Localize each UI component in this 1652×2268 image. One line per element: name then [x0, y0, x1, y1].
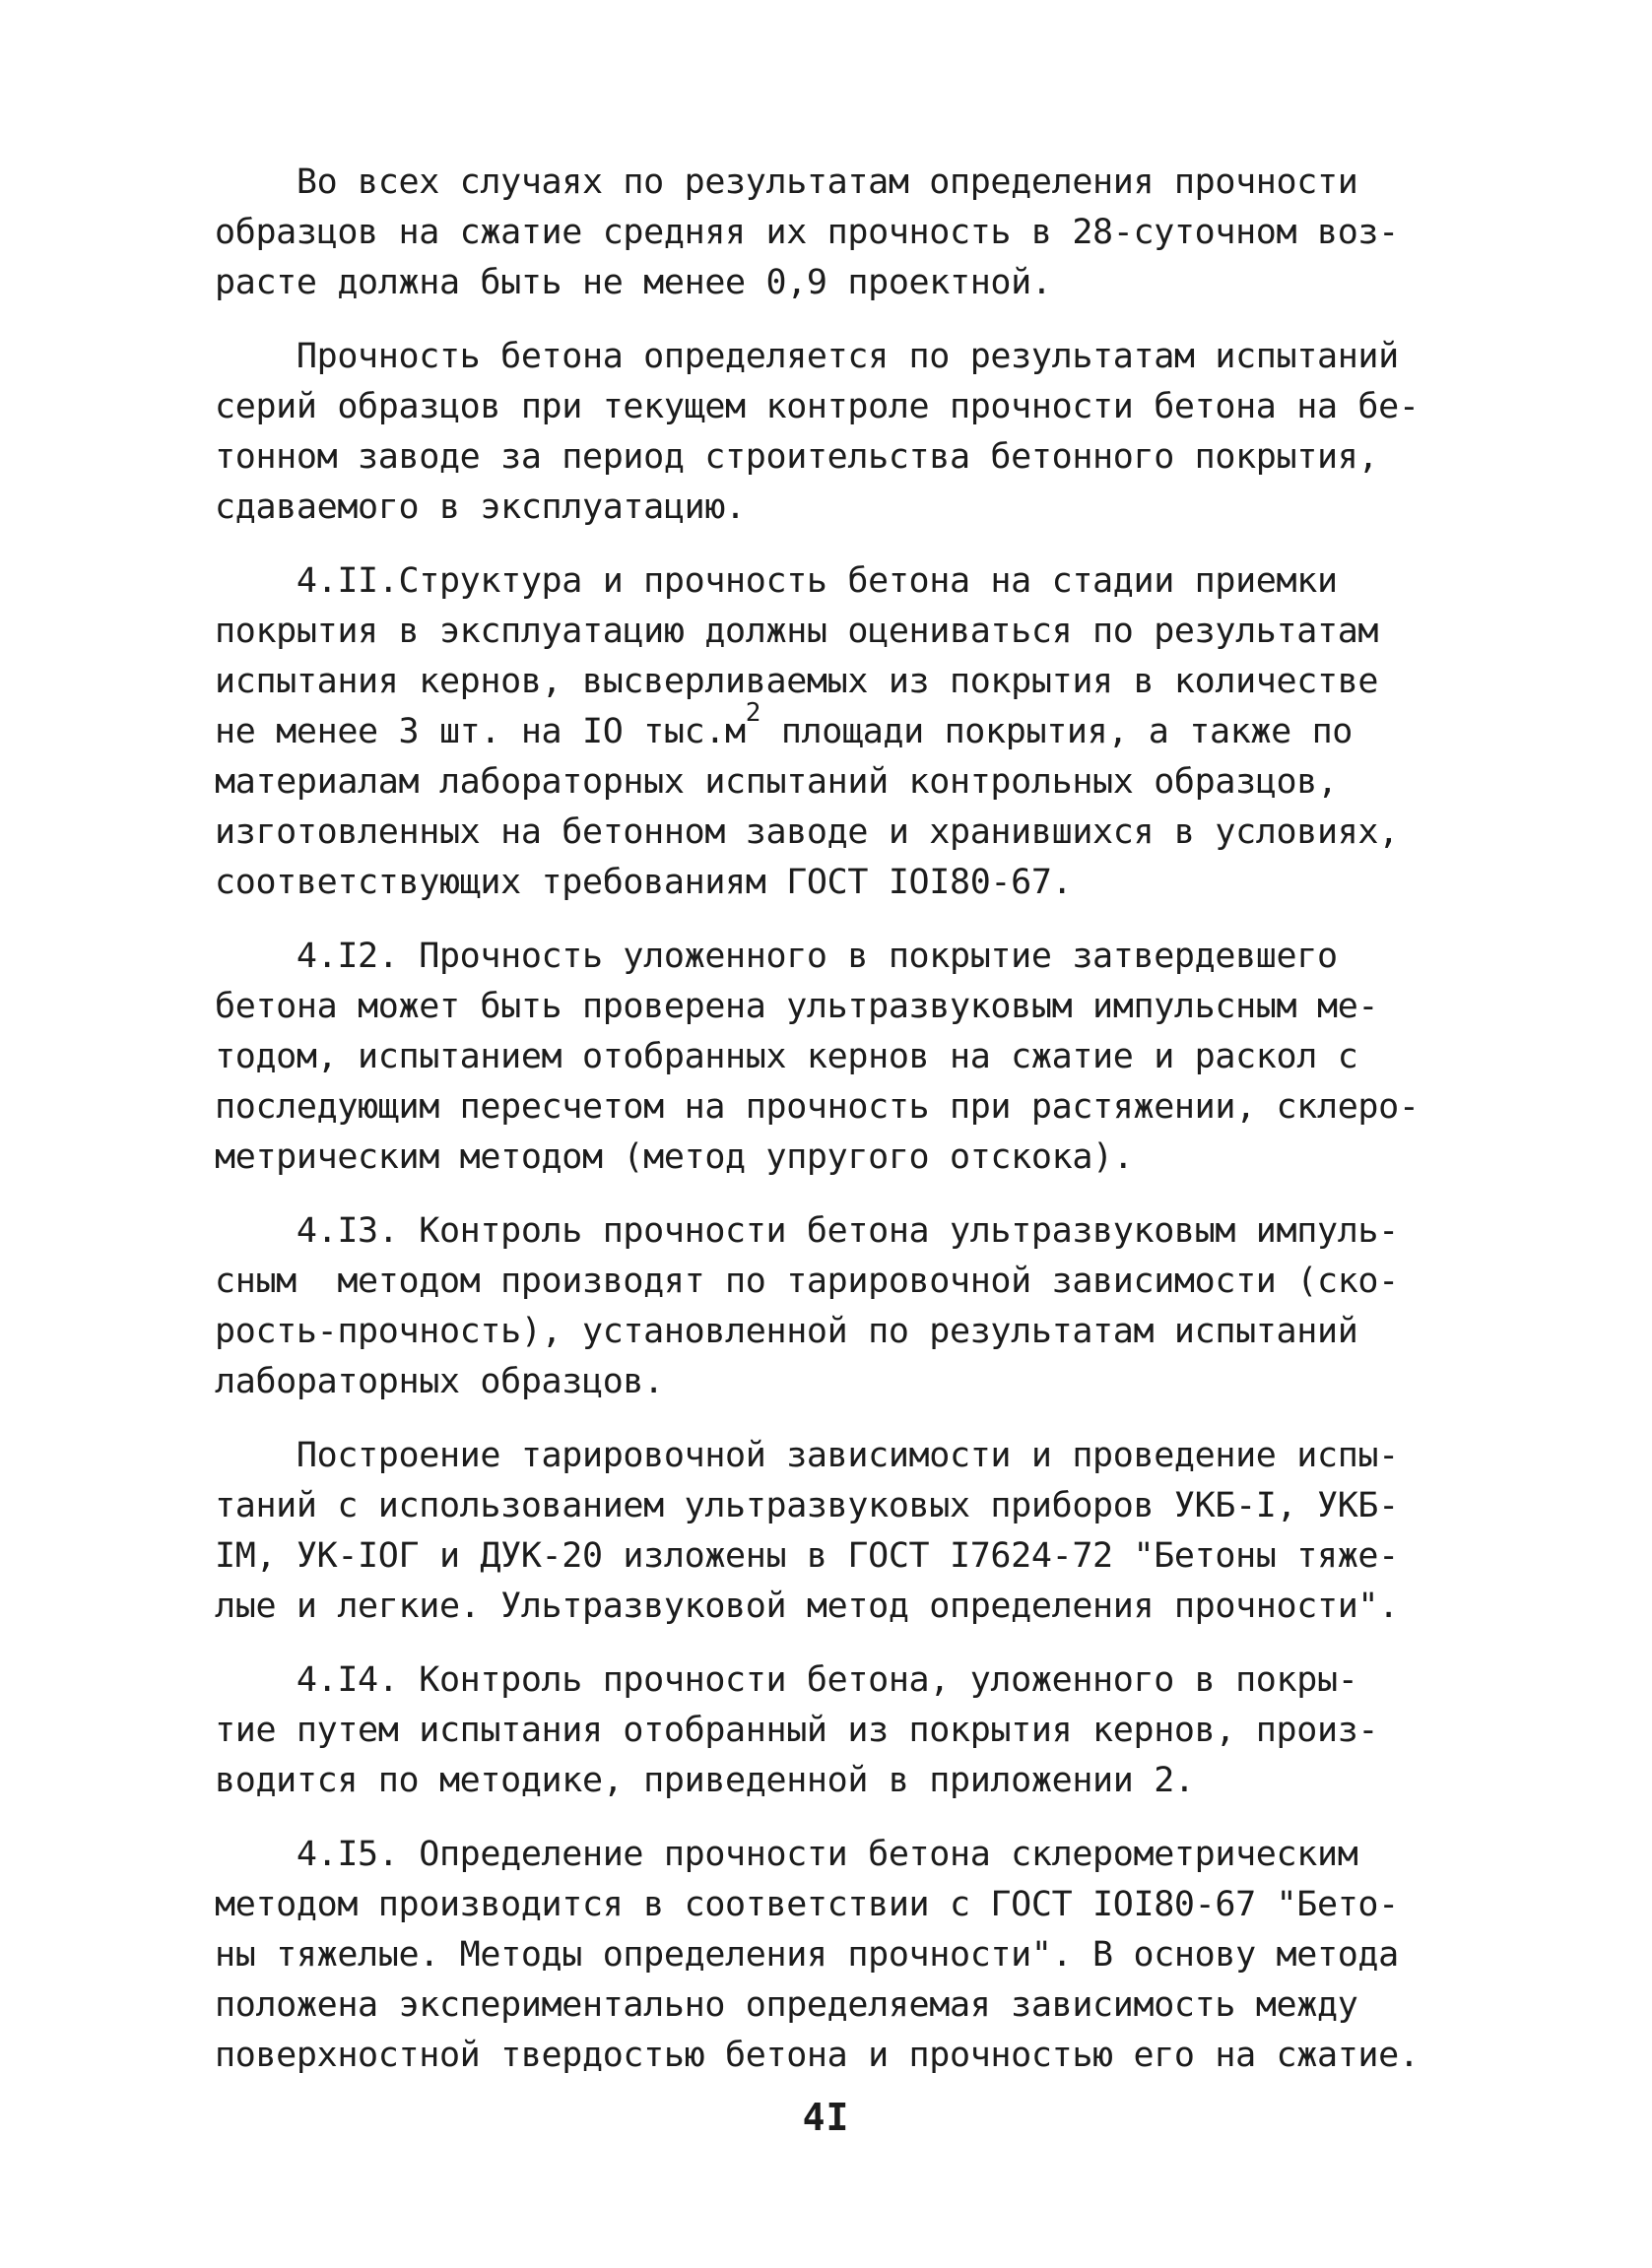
text-line: таний с использованием ультразвуковых приборов УКБ-I, УКБ-	[215, 1486, 1399, 1525]
text-line: 4.II.Структура и прочность бетона на стадии приемки	[215, 561, 1338, 601]
text-line-end: площади покрытия, а также по	[760, 712, 1354, 751]
text-line: ны тяжелые. Методы определения прочности". В основу метода	[215, 1935, 1399, 1975]
text-line: 4.I5. Определение прочности бетона склерометрическим	[215, 1835, 1358, 1874]
text-line: рость-прочность), установленной по результатам испытаний	[215, 1312, 1358, 1351]
text-line: изготовленных на бетонном заводе и хранившихся в условиях,	[215, 812, 1399, 852]
text-line: расте должна быть не менее 0,9 проектной.	[215, 263, 1052, 302]
body-text	[215, 158, 1456, 2105]
paragraph-1	[215, 158, 1456, 308]
text-line: Прочность бетона определяется по результатам испытаний	[215, 337, 1399, 376]
paragraph-calibration	[215, 1431, 1456, 1632]
text-line: покрытия в эксплуатацию должны оцениваться по результатам	[215, 612, 1379, 651]
text-line: тодом, испытанием отобранных кернов на сжатие и раскол с	[215, 1037, 1358, 1076]
text-line: последующим пересчетом на прочность при растяжении, склеро-	[215, 1087, 1420, 1127]
text-line: серий образцов при текущем контроле прочности бетона на бе-	[215, 387, 1420, 426]
text-line-start: не менее 3 шт. на IO тыс.м	[215, 712, 746, 751]
text-line: сдаваемого в эксплуатацию.	[215, 487, 746, 527]
text-line: IМ, УК-IOГ и ДУК-20 изложены в ГОСТ I7624-72 "Бетоны тяже-	[215, 1536, 1399, 1576]
paragraph-4-15	[215, 1830, 1456, 2081]
text-line: лые и легкие. Ультразвуковой метод определения прочности".	[215, 1587, 1399, 1626]
text-line: образцов на сжатие средняя их прочность в 28-суточном воз-	[215, 213, 1399, 252]
text-line: методом производится в соответствии с ГОСТ IOI80-67 "Бето-	[215, 1885, 1399, 1924]
text-line: соответствующих требованиям ГОСТ IOI80-67.	[215, 863, 1073, 902]
superscript-exponent: 2	[745, 698, 761, 728]
text-line-with-superscript	[215, 698, 1456, 757]
text-line: тие путем испытания отобранный из покрытия кернов, произ-	[215, 1711, 1379, 1750]
text-line: Построение тарировочной зависимости и проведение испы-	[215, 1436, 1399, 1475]
paragraph-4-13	[215, 1206, 1456, 1407]
text-line: лабораторных образцов.	[215, 1362, 664, 1401]
text-line: материалам лабораторных испытаний контрольных образцов,	[215, 762, 1338, 802]
text-line: 4.I4. Контроль прочности бетона, уложенного в покры-	[215, 1660, 1358, 1700]
text-line: испытания кернов, высверливаемых из покрытия в количестве	[215, 662, 1379, 701]
text-line: метрическим методом (метод упругого отскока).	[215, 1137, 1134, 1177]
text-line: тонном заводе за период строительства бетонного покрытия,	[215, 437, 1379, 477]
paragraph-2	[215, 332, 1456, 533]
text-line: бетона может быть проверена ультразвуковым импульсным ме-	[215, 987, 1379, 1026]
paragraph-4-14	[215, 1655, 1456, 1806]
text-line: сным методом производят по тарировочной зависимости (ско-	[215, 1262, 1399, 1301]
paragraph-4-11	[215, 556, 1456, 908]
text-line: Во всех случаях по результатам определения прочности	[215, 162, 1358, 202]
text-line: водится по методике, приведенной в приложении 2.	[215, 1761, 1195, 1800]
paragraph-4-12	[215, 932, 1456, 1183]
text-line: положена экспериментально определяемая зависимость между	[215, 1985, 1358, 2025]
page-number: 4I	[802, 2096, 850, 2139]
text-line: 4.I2. Прочность уложенного в покрытие затвердевшего	[215, 937, 1338, 976]
text-line: поверхностной твердостью бетона и прочностью его на сжатие.	[215, 2036, 1420, 2075]
text-line: 4.I3. Контроль прочности бетона ультразвуковым импуль-	[215, 1211, 1399, 1251]
